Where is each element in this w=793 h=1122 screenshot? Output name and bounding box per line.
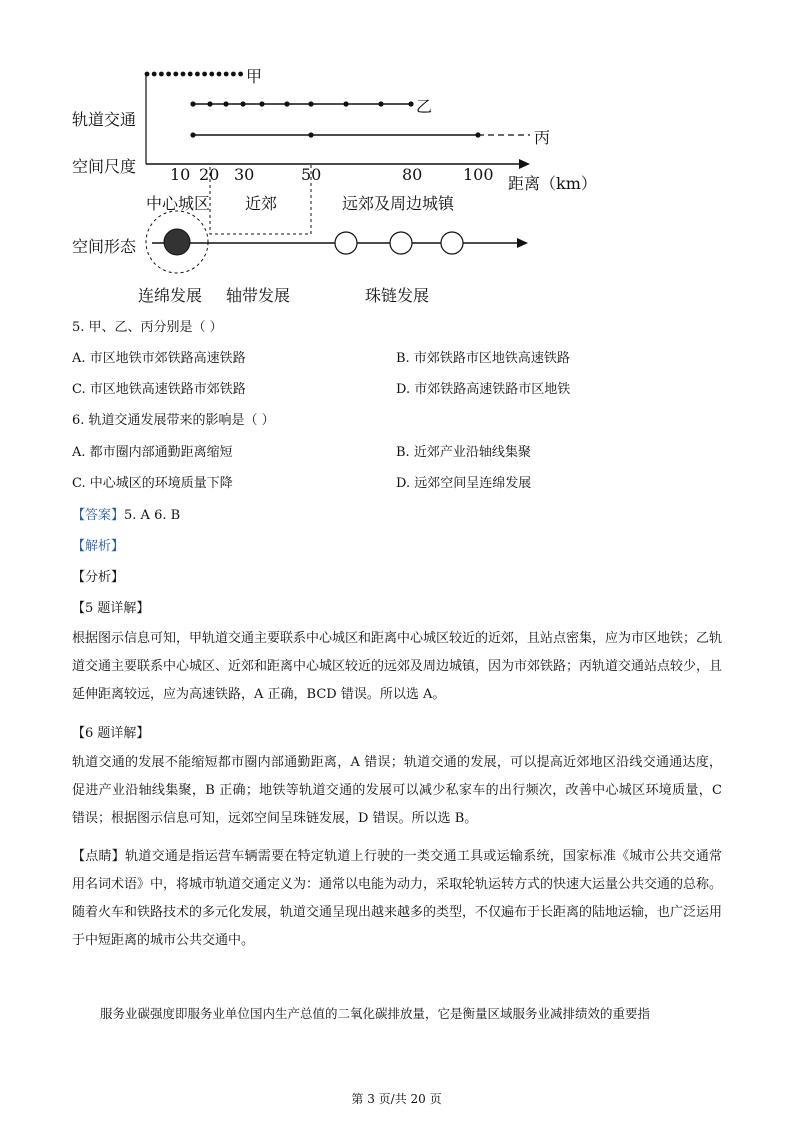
station-yi (207, 101, 212, 106)
distance-axis-arrow (519, 159, 530, 169)
answer-text: 5. A 6. B (124, 508, 181, 523)
station-jia (231, 72, 236, 77)
q5-option-b[interactable]: B. 市郊铁路市区地铁高速铁路 (396, 351, 570, 366)
line-label-jia: 甲 (246, 67, 263, 86)
detail6-text: 轨道交通的发展不能缩短都市圈内部通勤距离，A 错误；轨道交通的发展，可以提高近郊地区沿线交通通达度，促进产业沿轴线集聚，B 正确；地铁等轨道交通的发展可以减少私家车的出行频次，改善中心城区环境质量，C 错误；根据图示信息可知，远郊空间呈珠链发展，D 错误。所以选 B。 (72, 755, 722, 826)
zone-outer-suburb: 远郊及周边城镇 (342, 194, 455, 213)
form-bead-chain: 珠链发展 (365, 286, 430, 305)
satellite-town-1 (335, 232, 357, 254)
station-yi (223, 101, 228, 106)
rail-transit-diagram (0, 0, 793, 310)
fenxi-tag: 【分析】 (72, 570, 125, 585)
station-yi (259, 101, 264, 106)
station-jia (188, 72, 193, 77)
zone-center-city: 中心城区 (146, 194, 211, 213)
next-passage: 服务业碳强度即服务业单位国内生产总值的二氧化碳排放量，它是衡量区域服务业减排绩效的重要指 (100, 1006, 651, 1021)
dianjing-text: 轨道交通是指运营车辆需要在特定轨道上行驶的一类交通工具或运输系统，国家标准《城市公共交通常用名词术语》中，将城市轨道交通定义为：通常以电能为动力，采取轮轨运转方式的快速大运量公共交通的总称。随着火车和铁路技术的多元化发展，轨道交通呈现出越来越多的类型，不仅遍布于长距离的陆地运输，也广泛运用于中短距离的城市公共交通中。 (72, 849, 723, 948)
station-jia (152, 72, 157, 77)
tick-50: 50 (301, 165, 322, 184)
y-label-transport: 轨道交通 (72, 110, 137, 129)
dianjing-tag: 【点睛】 (72, 849, 126, 864)
page-footer: 第 3 页/共 20 页 (351, 1092, 442, 1106)
q6-option-d[interactable]: D. 远郊空间呈连绵发展 (396, 476, 532, 491)
station-yi (240, 101, 245, 106)
detail5-tag: 【5 题详解】 (72, 601, 150, 616)
q6-option-b[interactable]: B. 近郊产业沿轴线集聚 (396, 445, 531, 460)
answer-tag: 【答案】 (72, 508, 125, 523)
center-city-node (164, 229, 190, 255)
analysis-tag: 【解析】 (72, 539, 125, 554)
tick-20: 20 (199, 165, 220, 184)
station-bing-1 (190, 132, 195, 137)
station-jia (238, 72, 243, 77)
form-axis-arrow (517, 238, 528, 248)
line-label-bing: 丙 (534, 128, 551, 147)
station-jia (202, 72, 207, 77)
q6-option-a[interactable]: A. 都市圈内部通勤距离缩短 (72, 445, 233, 460)
dianjing-block (72, 843, 722, 955)
station-jia (145, 72, 150, 77)
q5-option-c[interactable]: C. 市区地铁高速铁路市郊铁路 (72, 382, 246, 397)
form-axial: 轴带发展 (226, 286, 291, 305)
q5-option-d[interactable]: D. 市郊铁路高速铁路市区地铁 (396, 382, 571, 397)
detail6-tag: 【6 题详解】 (72, 726, 150, 741)
tick-100: 100 (463, 165, 494, 184)
station-yi (284, 101, 289, 106)
line-label-yi: 乙 (416, 97, 433, 116)
station-jia (159, 72, 164, 77)
tick-30: 30 (234, 165, 255, 184)
station-yi (343, 101, 348, 106)
q5-stem: 5. 甲、乙、丙分别是（ ） (72, 320, 223, 335)
distance-label: 距离（km） (508, 174, 597, 193)
station-jia (166, 72, 171, 77)
station-yi (190, 101, 195, 106)
station-jia (195, 72, 200, 77)
station-bing-3 (475, 132, 480, 137)
tick-10: 10 (170, 165, 191, 184)
q5-option-a[interactable]: A. 市区地铁市郊铁路高速铁路 (72, 351, 246, 366)
satellite-town-2 (390, 232, 412, 254)
station-jia (181, 72, 186, 77)
station-yi (378, 101, 383, 106)
station-bing-2 (308, 132, 313, 137)
tick-80: 80 (402, 165, 423, 184)
station-jia (217, 72, 222, 77)
q6-stem: 6. 轨道交通发展带来的影响是（ ） (72, 413, 275, 428)
station-jia (209, 72, 214, 77)
y-label-form: 空间形态 (72, 237, 137, 256)
line-jia (145, 72, 243, 77)
zone-near-suburb: 近郊 (245, 194, 278, 213)
form-contiguous: 连绵发展 (138, 286, 203, 305)
station-yi (408, 101, 413, 106)
detail5-text: 根据图示信息可知，甲轨道交通主要联系中心城区和距离中心城区较近的近郊，且站点密集，应为市区地铁；乙轨道交通主要联系中心城区、近郊和距离中心城区较近的远郊及周边城镇，因为市郊铁路；丙轨道交通站点较少，且延伸距离较远，应为高速铁路，A 正确，BCD 错误。所以选 A。 (72, 631, 723, 702)
station-jia (224, 72, 229, 77)
y-label-scale: 空间尺度 (72, 157, 137, 176)
q6-option-c[interactable]: C. 中心城区的环境质量下降 (72, 476, 233, 491)
station-jia (173, 72, 178, 77)
satellite-town-3 (441, 232, 463, 254)
station-yi (308, 101, 313, 106)
answer-line (72, 504, 180, 523)
